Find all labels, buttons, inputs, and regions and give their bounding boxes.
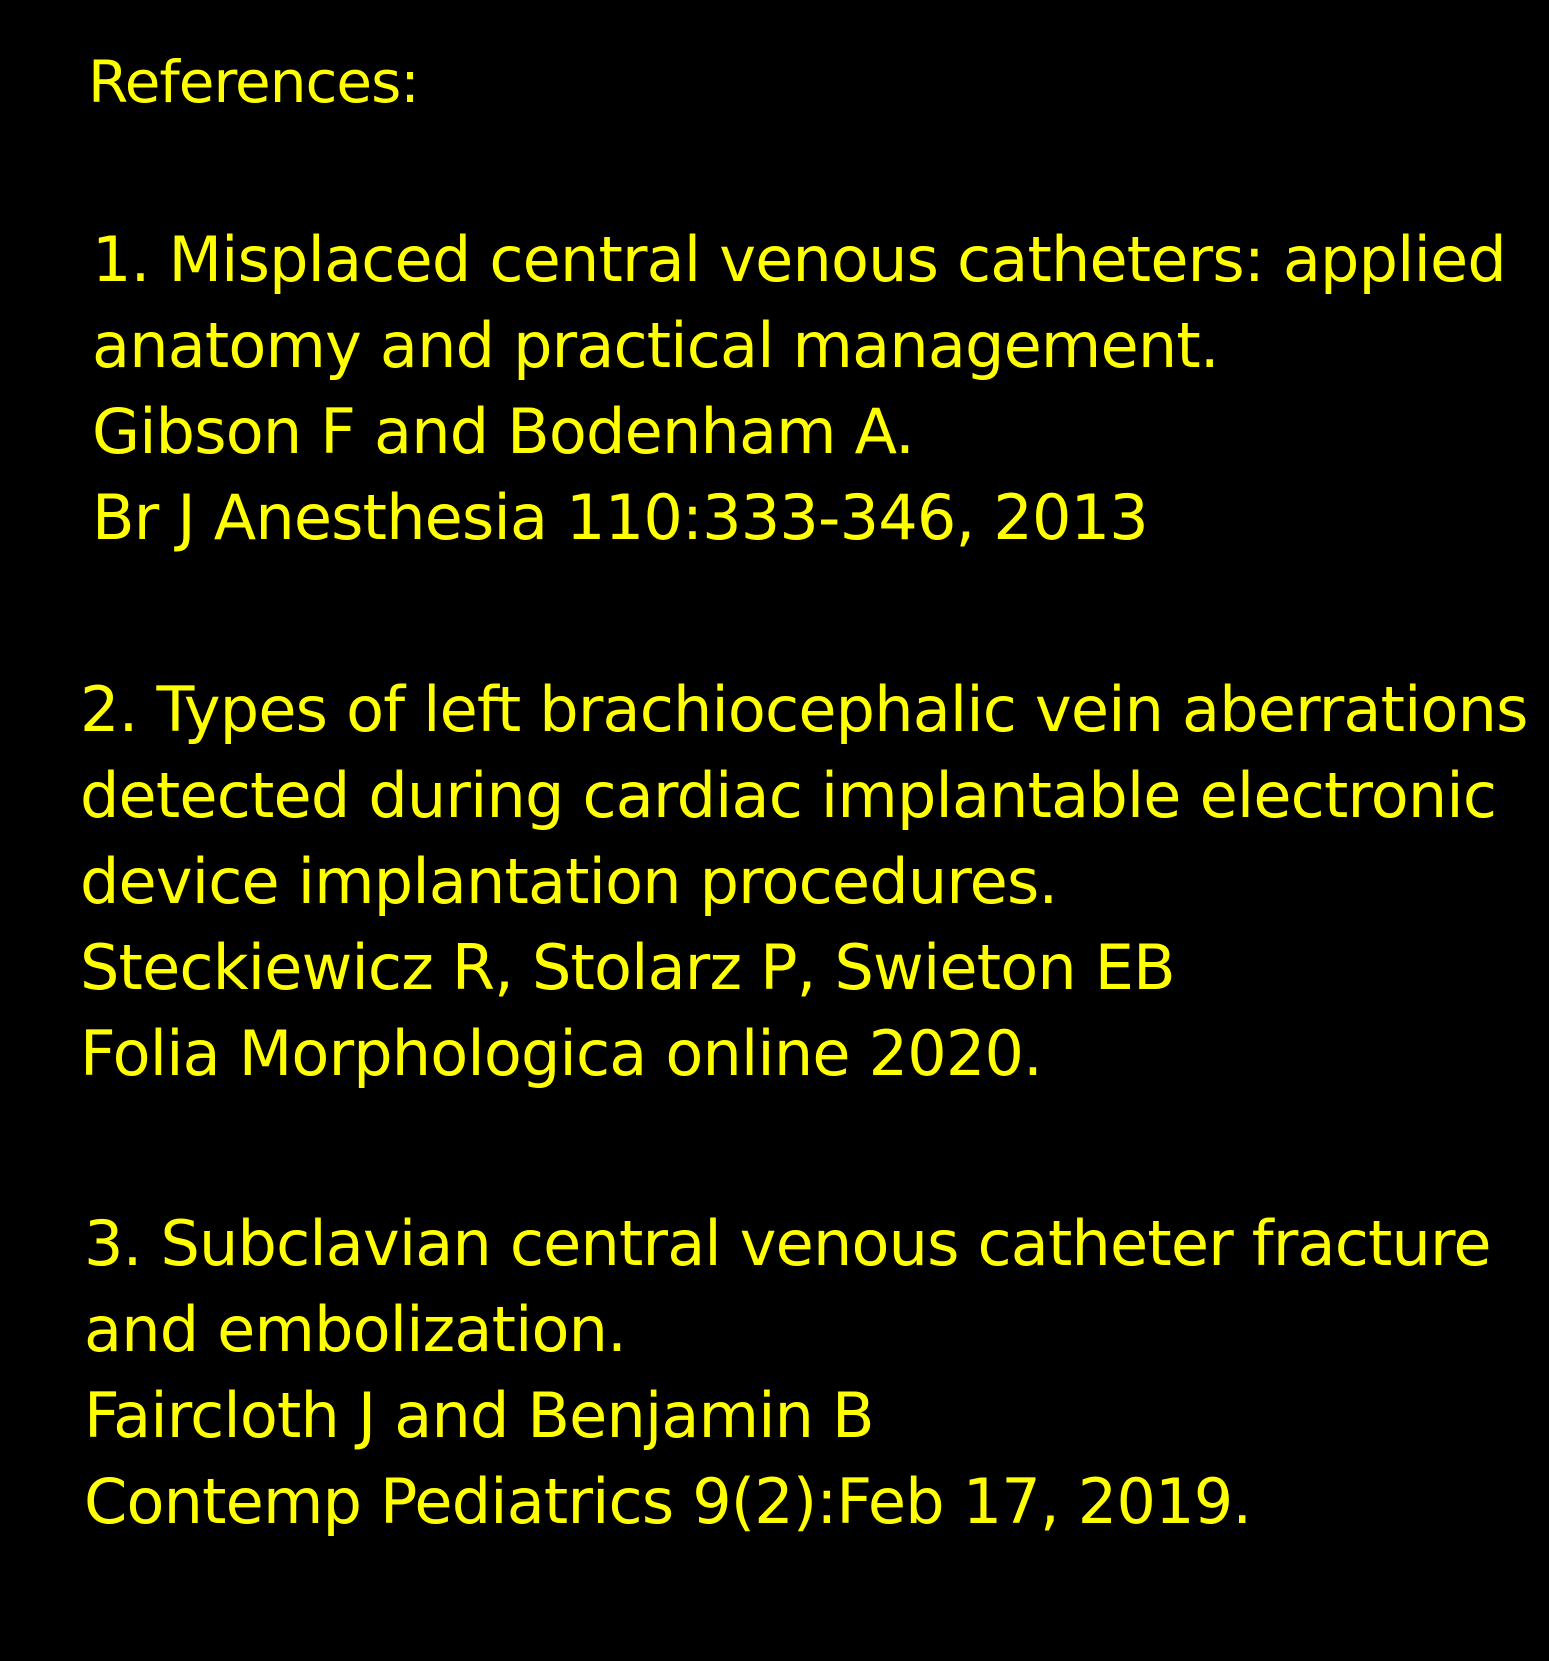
reference-title-line: and embolization. <box>84 1293 627 1366</box>
reference-source: Br J Anesthesia 110:333-346, 2013 <box>92 481 1148 554</box>
reference-title-line: 3. Subclavian central venous catheter fracture <box>84 1207 1491 1280</box>
reference-source: Contemp Pediatrics 9(2):Feb 17, 2019. <box>84 1465 1252 1538</box>
reference-item-1 <box>92 217 1506 561</box>
reference-title-line: detected during cardiac implantable electronic <box>80 759 1497 832</box>
reference-authors: Steckiewicz R, Stolarz P, Swieton EB <box>80 931 1175 1004</box>
reference-item-3 <box>84 1201 1491 1545</box>
page-heading: References: <box>88 48 419 116</box>
reference-source: Folia Morphologica online 2020. <box>80 1017 1043 1090</box>
reference-item-2 <box>80 667 1528 1097</box>
reference-authors: Faircloth J and Benjamin B <box>84 1379 874 1452</box>
reference-authors: Gibson F and Bodenham A. <box>92 395 915 468</box>
reference-title-line: anatomy and practical management. <box>92 309 1219 382</box>
reference-title-line: 2. Types of left brachiocephalic vein aberrations <box>80 673 1528 746</box>
reference-title-line: device implantation procedures. <box>80 845 1058 918</box>
reference-title-line: 1. Misplaced central venous catheters: applied <box>92 223 1506 296</box>
